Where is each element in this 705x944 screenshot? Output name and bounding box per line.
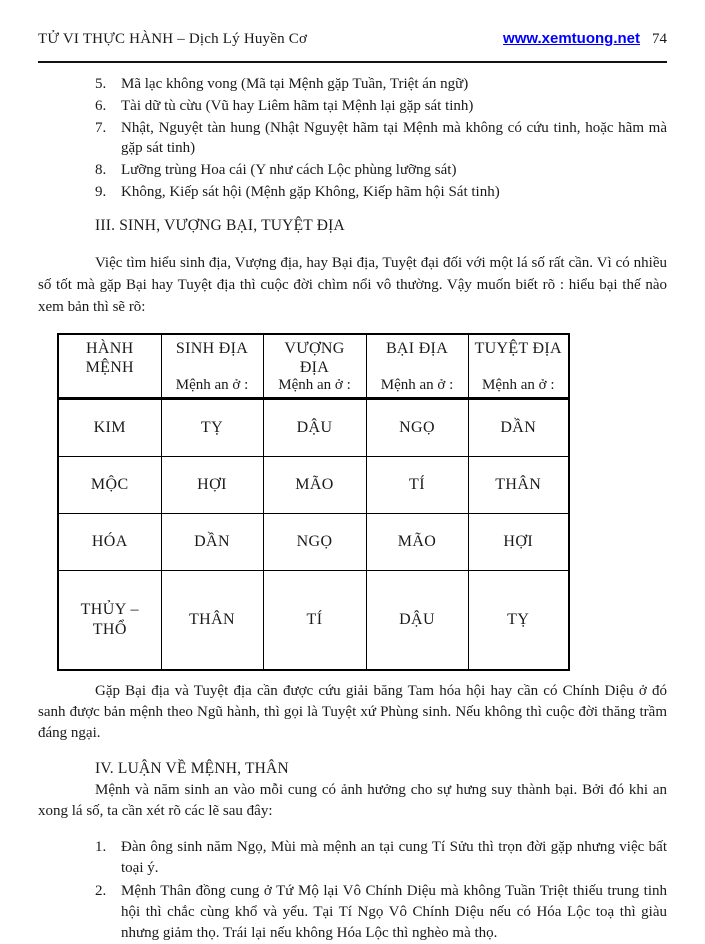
row-label-cell: HÓA [58, 514, 161, 571]
list-item [95, 160, 667, 180]
column-header-label: SINH ĐỊA [175, 340, 249, 357]
row-label-text: THỦY – THỔ [80, 601, 139, 638]
column-header-cell [468, 334, 569, 399]
website-link[interactable]: www.xemtuong.net [503, 30, 640, 47]
table-cell: MÃO [263, 457, 366, 514]
table-row [58, 514, 569, 571]
item-text: Nhật, Nguyệt tàn hung (Nhật Nguyệt hãm tại Mệnh mà không có cứu tinh, hoặc hãm mà gặp sát tinh) [121, 120, 667, 156]
header-divider [38, 61, 667, 63]
item-number: 9. [95, 184, 107, 200]
section-iii-intro: Việc tìm hiểu sinh địa, Vượng địa, hay Bại địa, Tuyệt đại đối với một lá số rất cần. Vì có nhiều số tốt mà gặp Bại hay Tuyệt địa thì cuộc đời chìm nổi vô thường. Vậy muốn biết rõ : hiểu bại thế nào xem bản thì sẽ rõ: [38, 255, 667, 315]
list-item [95, 837, 667, 879]
menh-than-list [38, 837, 667, 944]
row-label-cell: KIM [58, 399, 161, 457]
table-cell: TỴ [468, 571, 569, 671]
table-cell: TÍ [263, 571, 366, 671]
item-number: 2. [95, 883, 107, 899]
table-row [58, 399, 569, 457]
item-text: Mệnh Thân đồng cung ở Tứ Mộ lại Vô Chính Diệu mà không Tuần Triệt thiếu trung tinh hội thì chắc cùng khổ và yểu. Tại Tí Ngọ Vô Chính Diệu nếu có Hóa Lộc toạ thì giàu nhưng giảm thọ. Trái lại nếu không Hóa Lộc thì nghèo mà thọ. [121, 883, 667, 941]
column-subheader: Mệnh an ở : [481, 377, 555, 393]
column-header-cell [263, 334, 366, 399]
item-number: 7. [95, 120, 107, 136]
column-subheader: Mệnh an ở : [175, 377, 249, 393]
table-cell: DẬU [263, 399, 366, 457]
table-cell: TÍ [366, 457, 468, 514]
page-header [38, 30, 667, 48]
item-text: Tài dữ tù cừu (Vũ hay Liêm hãm tại Mệnh lại gặp sát tinh) [121, 98, 474, 114]
cach-list [38, 74, 667, 202]
table-cell: TỴ [161, 399, 263, 457]
table-cell: DẦN [161, 514, 263, 571]
column-header-cell [161, 334, 263, 399]
list-item [95, 74, 667, 94]
table-cell: NGỌ [366, 399, 468, 457]
column-header-cell [366, 334, 468, 399]
section-iv-heading: IV. LUẬN VỀ MỆNH, THÂN [95, 760, 289, 777]
table-row [58, 571, 569, 671]
section-iv-intro: Mệnh và năm sinh an vào mỗi cung có ảnh hưởng cho sự hưng suy thành bại. Bởi đó khi an xong lá số, ta cần xét rõ các lẽ sau đây: [38, 782, 667, 819]
closing-paragraph: Gặp Bại địa và Tuyệt địa cần được cứu giải băng Tam hóa hội hay cần có Chính Diệu ở đó sanh được bản mệnh theo Ngũ hành, thì gọi là Tuyệt xứ Phùng sinh. Nếu không thì cuộc đời thăng trầm đáng ngại. [38, 683, 667, 741]
column-subheader: Mệnh an ở : [380, 377, 454, 393]
document-title: TỬ VI THỰC HÀNH – Dịch Lý Huyền Cơ [38, 31, 308, 47]
item-text: Đàn ông sinh năm Ngọ, Mùi mà mệnh an tại cung Tí Sửu thì trọn đời gặp nhưng việc bất toại ý. [121, 839, 667, 876]
column-subheader: Mệnh an ở : [278, 377, 351, 393]
table-cell: DẬU [366, 571, 468, 671]
table-cell: NGỌ [263, 514, 366, 571]
item-text: Không, Kiếp sát hội (Mệnh gặp Không, Kiếp hãm hội Sát tinh) [121, 184, 500, 200]
list-item [95, 96, 667, 116]
item-number: 6. [95, 98, 107, 114]
table-cell: HỢI [161, 457, 263, 514]
table-cell: DẦN [468, 399, 569, 457]
table-cell: HỢI [468, 514, 569, 571]
table-cell: THÂN [161, 571, 263, 671]
row-label-cell: MỘC [58, 457, 161, 514]
item-text: Lưỡng trùng Hoa cái (Y như cách Lộc phùng lưỡng sát) [121, 162, 457, 178]
item-text: Mã lạc không vong (Mã tại Mệnh gặp Tuần, Triệt án ngữ) [121, 76, 469, 92]
corner-header-cell [58, 334, 161, 399]
corner-header-label: HÀNH MỆNH [85, 340, 134, 376]
list-item [95, 118, 667, 158]
column-header-label: VƯỢNG ĐỊA [284, 340, 345, 376]
table-cell: MÃO [366, 514, 468, 571]
destiny-table [57, 333, 570, 671]
column-header-label: TUYỆT ĐỊA [474, 340, 562, 357]
item-number: 8. [95, 162, 107, 178]
row-label-cell [58, 571, 161, 671]
header-right [503, 30, 667, 48]
section-iii-heading: III. SINH, VƯỢNG BẠI, TUYỆT ĐỊA [95, 217, 345, 234]
table-cell: THÂN [468, 457, 569, 514]
table-row [58, 457, 569, 514]
page-number: 74 [652, 31, 667, 47]
item-number: 1. [95, 839, 107, 855]
item-number: 5. [95, 76, 107, 92]
table-header-row [58, 334, 569, 399]
list-item [95, 182, 667, 202]
column-header-label: BẠI ĐỊA [385, 340, 449, 357]
